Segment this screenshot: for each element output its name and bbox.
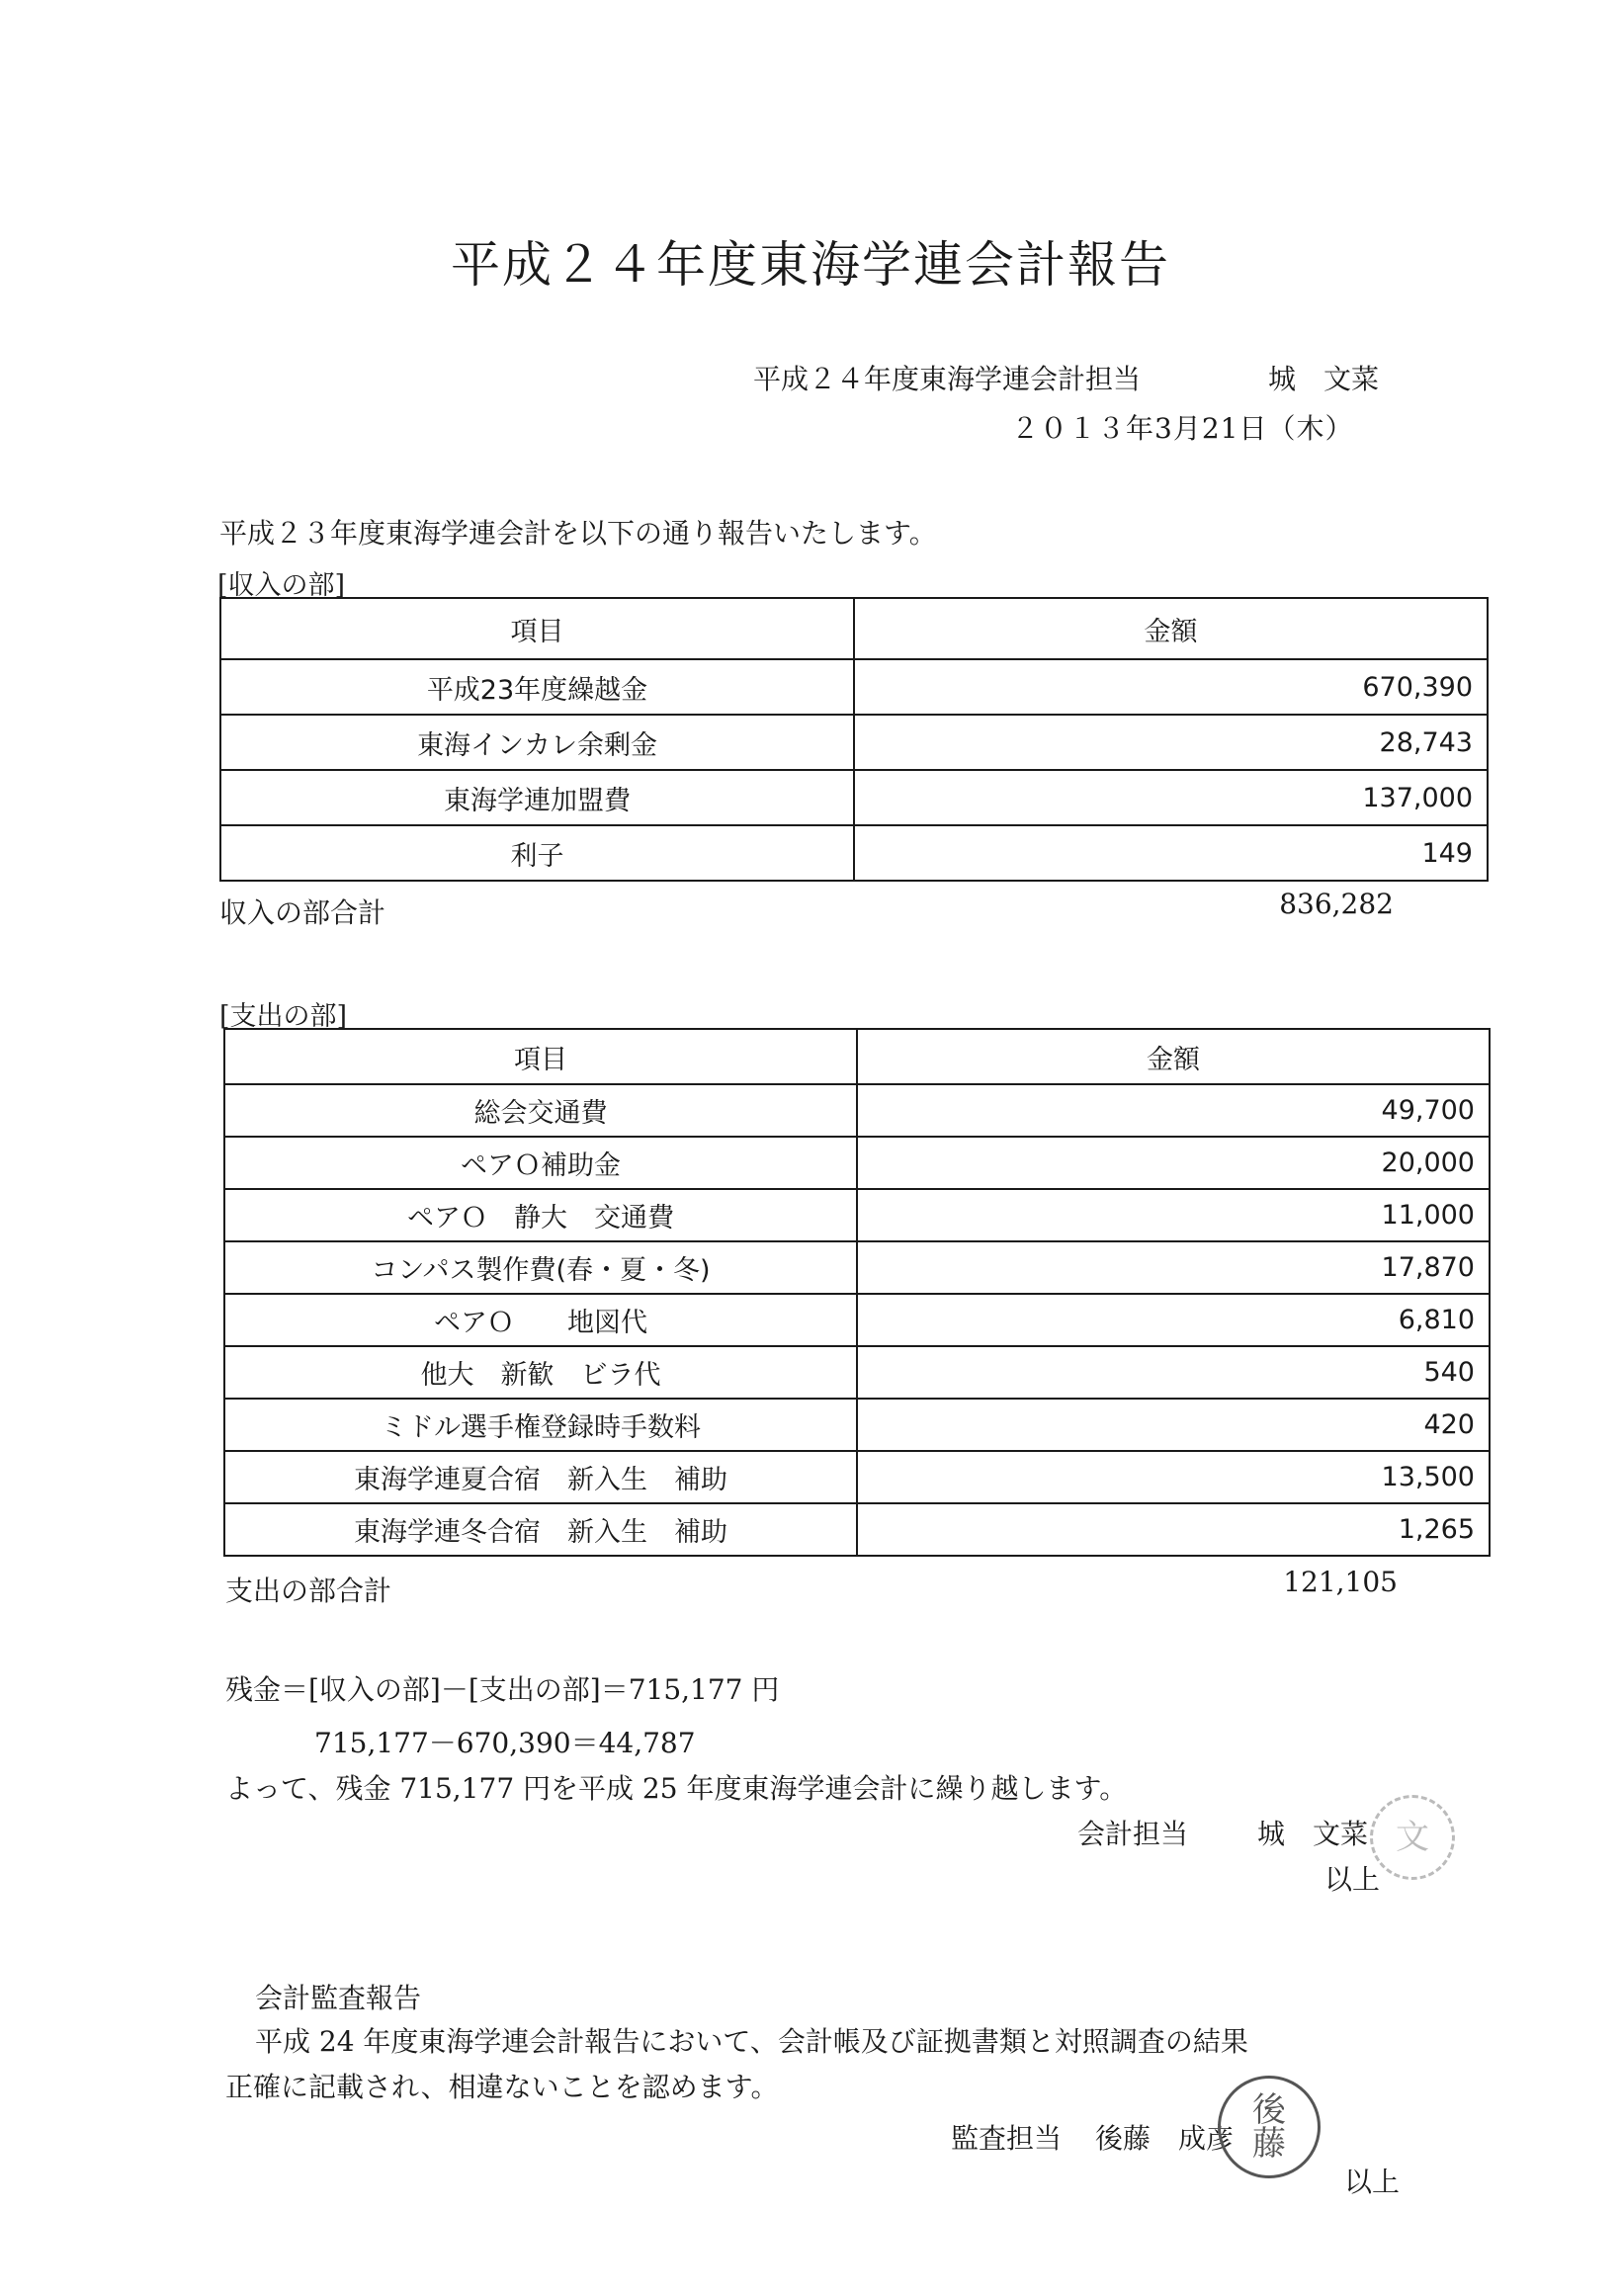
income-total-value: 836,282 [1279,888,1394,920]
expense-item: 総会交通費 [224,1084,857,1137]
expense-amount: 540 [857,1346,1490,1399]
table-row [220,825,1488,881]
table-row [224,1137,1490,1189]
table-row [224,1399,1490,1451]
signoff-role: 会計担当 [1077,1818,1189,1850]
intro-text: 平成２３年度東海学連会計を以下の通り報告いたします。 [219,517,937,550]
income-total-label: 収入の部合計 [219,896,386,929]
signoff-name: 城 文菜 [1257,1818,1369,1850]
income-item: 平成23年度繰越金 [220,659,854,715]
table-row [224,1241,1490,1294]
expense-table [223,1028,1491,1557]
income-col-amount: 金額 [854,598,1488,659]
expense-total-label: 支出の部合計 [225,1574,392,1607]
accountant-seal-stamp [1370,1795,1455,1880]
responsible-label: 平成２４年度東海学連会計担当 [753,363,1142,395]
audit-line-1: 平成 24 年度東海学連会計報告において、会計帳及び証拠書類と対照調査の結果 [255,2025,1248,2058]
accountant-seal-text: 文 [1396,1818,1429,1857]
auditor-seal-stamp [1218,2076,1321,2178]
income-col-item: 項目 [220,598,854,659]
auditor-seal-char-2: 藤 [1252,2124,1286,2164]
income-item: 利子 [220,825,854,881]
expense-amount: 17,870 [857,1241,1490,1294]
table-row [224,1451,1490,1503]
income-item: 東海インカレ余剰金 [220,715,854,770]
expense-item: コンパス製作費(春・夏・冬) [224,1241,857,1294]
expense-amount: 20,000 [857,1137,1490,1189]
expense-section-label: [支出の部] [219,1001,348,1032]
audit-name: 後藤 成彦 [1095,2122,1235,2155]
expense-item: ペアＯ 静大 交通費 [224,1189,857,1241]
table-row [220,659,1488,715]
balance-line-2: 715,177－670,390＝44,787 [314,1727,696,1759]
expense-item: ペアＯ補助金 [224,1137,857,1189]
income-amount: 149 [854,825,1488,881]
income-section-label: [収入の部] [217,570,346,601]
expense-item: 東海学連冬合宿 新入生 補助 [224,1503,857,1556]
income-header-row [220,598,1488,659]
expense-item: ペアＯ 地図代 [224,1294,857,1346]
table-row [224,1189,1490,1241]
auditor-seal-char-1: 後 [1252,2090,1286,2130]
income-amount: 28,743 [854,715,1488,770]
report-title: 平成２４年度東海学連会計報告 [451,236,1170,294]
signoff-closing: 以上 [1324,1863,1381,1896]
income-amount: 670,390 [854,659,1488,715]
income-amount: 137,000 [854,770,1488,825]
audit-heading: 会計監査報告 [255,1982,422,2014]
expense-amount: 6,810 [857,1294,1490,1346]
expense-amount: 1,265 [857,1503,1490,1556]
table-row [224,1084,1490,1137]
audit-role: 監査担当 [951,2122,1063,2155]
responsible-name: 城 文菜 [1268,363,1380,395]
audit-line-2: 正確に記載され、相違ないことを認めます。 [225,2071,779,2103]
expense-amount: 420 [857,1399,1490,1451]
expense-item: ミドル選手権登録時手数料 [224,1399,857,1451]
expense-item: 他大 新歓 ビラ代 [224,1346,857,1399]
audit-closing: 以上 [1344,2166,1401,2198]
table-row [220,770,1488,825]
expense-col-amount: 金額 [857,1029,1490,1084]
table-row [224,1503,1490,1556]
expense-item: 東海学連夏合宿 新入生 補助 [224,1451,857,1503]
table-row [224,1346,1490,1399]
expense-amount: 11,000 [857,1189,1490,1241]
table-row [224,1294,1490,1346]
expense-amount: 13,500 [857,1451,1490,1503]
balance-line-1: 残金＝[収入の部]－[支出の部]＝715,177 円 [225,1673,780,1706]
expense-total-value: 121,105 [1283,1566,1398,1598]
expense-header-row [224,1029,1490,1084]
table-row [220,715,1488,770]
report-date: ２０１３年3月21日（木） [1011,412,1354,445]
expense-amount: 49,700 [857,1084,1490,1137]
balance-line-3: よって、残金 715,177 円を平成 25 年度東海学連会計に繰り越します。 [225,1772,1128,1805]
expense-col-item: 項目 [224,1029,857,1084]
income-item: 東海学連加盟費 [220,770,854,825]
income-table [219,597,1489,882]
